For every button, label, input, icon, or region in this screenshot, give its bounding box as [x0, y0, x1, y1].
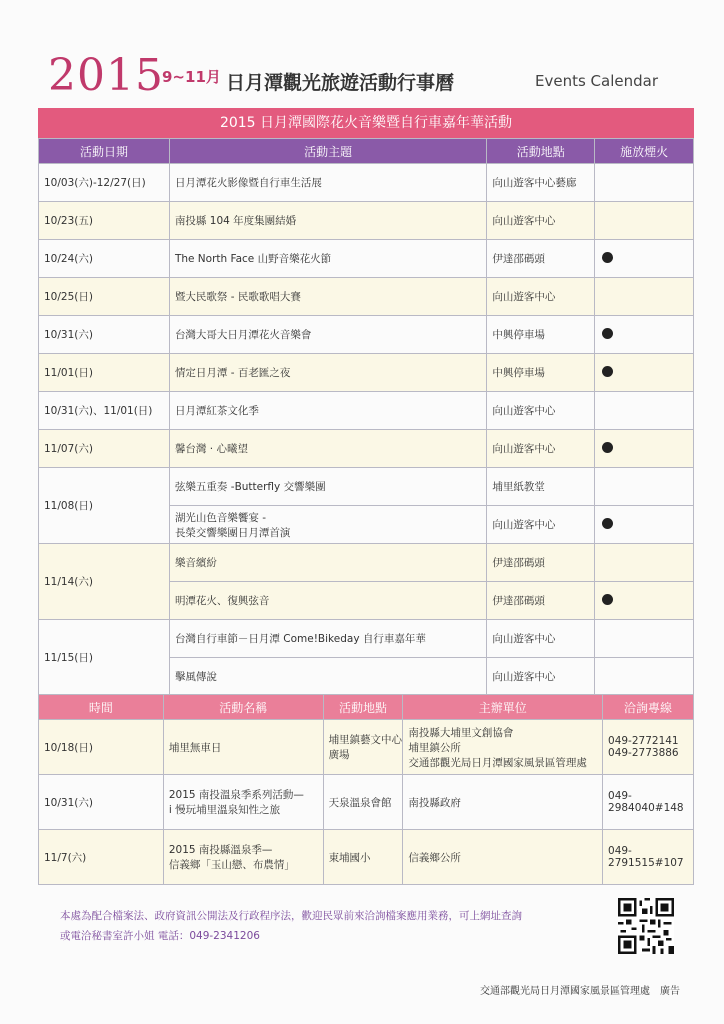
- event-fireworks: [595, 278, 694, 316]
- table-row: [39, 392, 694, 430]
- event-place: 伊達邵碼頭: [487, 240, 595, 278]
- table-row: [39, 316, 694, 354]
- table-row: [39, 240, 694, 278]
- fireworks-dot-icon: [602, 328, 613, 339]
- table-row: [39, 430, 694, 468]
- event-place: 向山遊客中心藝廊: [487, 164, 595, 202]
- event-place: 中興停車場: [487, 354, 595, 392]
- event-fireworks: [595, 354, 694, 392]
- table-row: [39, 720, 694, 775]
- event-date: 11/08(日): [39, 468, 170, 544]
- events-table: [38, 138, 694, 696]
- event-fireworks: [595, 620, 694, 658]
- table-row: [39, 775, 694, 830]
- header-months: 9~11月: [162, 68, 221, 86]
- org-name-line: 信義鄉「玉山戀、布農情」: [168, 859, 295, 871]
- event-place: 向山遊客中心: [487, 658, 595, 696]
- event-theme: 樂音繽紛: [169, 544, 486, 582]
- org-phone: 049-2791515#107: [603, 830, 694, 885]
- event-date: 10/23(五): [39, 202, 170, 240]
- event-place: 伊達邵碼頭: [487, 544, 595, 582]
- fireworks-dot-icon: [602, 252, 613, 263]
- org-time: 10/31(六): [39, 775, 164, 830]
- event-fireworks: [595, 392, 694, 430]
- event-place: 向山遊客中心: [487, 202, 595, 240]
- event-date: 11/07(六): [39, 430, 170, 468]
- table-row: [39, 830, 694, 885]
- page-title: 日月潭觀光旅遊活動行事曆: [226, 72, 455, 94]
- org-place: 天泉溫泉會館: [323, 775, 403, 830]
- event-theme: 暨大民歌祭 - 民歌歌唱大賽: [169, 278, 486, 316]
- org-organizer-line: 交通部觀光局日月潭國家風景區管理處: [408, 756, 587, 769]
- event-fireworks: [595, 582, 694, 620]
- event-theme: 南投縣 104 年度集團結婚: [169, 202, 486, 240]
- event-fireworks: [595, 658, 694, 696]
- event-theme: 日月潭花火影像暨自行車生活展: [169, 164, 486, 202]
- org-time: 11/7(六): [39, 830, 164, 885]
- event-theme: 弦樂五重奏 -Butterfly 交響樂團: [169, 468, 486, 506]
- footnote-line: 本處為配合檔案法、政府資訊公開法及行政程序法，歡迎民眾前來洽詢檔案應用業務，可上網址查詢: [60, 910, 522, 922]
- header-theme: 活動主題: [169, 139, 486, 164]
- event-theme-line: 長榮交響樂團日月潭首演: [174, 526, 291, 539]
- event-place: 埔里紙教堂: [487, 468, 595, 506]
- event-theme: 明潭花火、復興弦音: [169, 582, 486, 620]
- fireworks-dot-icon: [602, 518, 613, 529]
- table-row: [39, 278, 694, 316]
- events-header-row: [39, 139, 694, 164]
- event-theme: 日月潭紅茶文化季: [169, 392, 486, 430]
- fireworks-dot-icon: [602, 594, 613, 605]
- organizers-table: [38, 694, 694, 885]
- event-date: 10/03(六)-12/27(日): [39, 164, 170, 202]
- event-theme: [169, 506, 486, 544]
- event-date: 11/14(六): [39, 544, 170, 620]
- org-place: 東埔國小: [323, 830, 403, 885]
- org-phone: 049-2984040#148: [603, 775, 694, 830]
- org-name: [163, 830, 323, 885]
- org-organizer: 信義鄉公所: [403, 830, 603, 885]
- table-row: [39, 620, 694, 658]
- event-fireworks: [595, 544, 694, 582]
- header-phone: 洽詢專線: [603, 695, 694, 720]
- event-banner: 2015 日月潭國際花火音樂暨自行車嘉年華活動: [38, 108, 694, 138]
- table-row: [39, 354, 694, 392]
- header-organizer: 主辦單位: [403, 695, 603, 720]
- event-place: 向山遊客中心: [487, 392, 595, 430]
- header-place: 活動地點: [487, 139, 595, 164]
- orgs-header-row: [39, 695, 694, 720]
- table-row: [39, 468, 694, 506]
- org-name: [163, 720, 323, 775]
- org-name-line: 埔里無車日: [168, 741, 222, 754]
- header-date: 活動日期: [39, 139, 170, 164]
- event-theme: 擊風傳說: [169, 658, 486, 696]
- footnote: [60, 906, 580, 946]
- event-fireworks: [595, 468, 694, 506]
- event-place: 向山遊客中心: [487, 278, 595, 316]
- header-year: 2015: [48, 50, 164, 101]
- org-name-line: 2015 南投溫泉季系列活動—: [168, 789, 304, 801]
- org-phone: [603, 720, 694, 775]
- event-fireworks: [595, 316, 694, 354]
- event-date: 10/25(日): [39, 278, 170, 316]
- org-name-line: i 慢玩埔里溫泉知性之旅: [168, 804, 281, 816]
- org-name: [163, 775, 323, 830]
- event-fireworks: [595, 240, 694, 278]
- header-fireworks: 施放煙火: [595, 139, 694, 164]
- org-time: 10/18(日): [39, 720, 164, 775]
- event-place: 向山遊客中心: [487, 430, 595, 468]
- table-row: [39, 202, 694, 240]
- event-date: 11/15(日): [39, 620, 170, 696]
- event-theme: 情定日月潭 - 百老匯之夜: [169, 354, 486, 392]
- org-organizer-line: 南投縣大埔里文創協會: [408, 726, 514, 739]
- event-theme: 台灣自行車節－日月潭 Come!Bikeday 自行車嘉年華: [169, 620, 486, 658]
- event-theme-line: 湖光山色音樂饗宴 -: [174, 511, 267, 524]
- page-title-en: Events Calendar: [535, 72, 659, 90]
- org-organizer-line: 埔里鎮公所: [408, 741, 461, 754]
- event-fireworks: [595, 506, 694, 544]
- org-phone-line: 049-2773886: [608, 747, 679, 759]
- fireworks-dot-icon: [602, 442, 613, 453]
- event-date: 10/31(六): [39, 316, 170, 354]
- event-date: 10/31(六)、11/01(日): [39, 392, 170, 430]
- org-name-line: 2015 南投縣溫泉季—: [168, 844, 273, 856]
- org-organizer: 南投縣政府: [403, 775, 603, 830]
- fireworks-dot-icon: [602, 366, 613, 377]
- org-phone-line: 049-2772141: [608, 735, 679, 747]
- table-row: [39, 164, 694, 202]
- event-date: 11/01(日): [39, 354, 170, 392]
- event-fireworks: [595, 430, 694, 468]
- event-fireworks: [595, 202, 694, 240]
- event-date: 10/24(六): [39, 240, 170, 278]
- event-place: 向山遊客中心: [487, 620, 595, 658]
- org-place: 埔里鎮藝文中心廣場: [323, 720, 403, 775]
- events-rows: [39, 164, 694, 696]
- publisher-credit: 交通部觀光局日月潭國家風景區管理處 廣告: [480, 986, 680, 997]
- header-time: 時間: [39, 695, 164, 720]
- qr-code-icon[interactable]: [618, 898, 674, 954]
- header-place: 活動地點: [323, 695, 403, 720]
- event-place: 伊達邵碼頭: [487, 582, 595, 620]
- event-place: 向山遊客中心: [487, 506, 595, 544]
- event-theme: The North Face 山野音樂花火節: [169, 240, 486, 278]
- org-organizer: [403, 720, 603, 775]
- event-theme: 台灣大哥大日月潭花火音樂會: [169, 316, 486, 354]
- event-fireworks: [595, 164, 694, 202]
- table-row: [39, 544, 694, 582]
- footnote-line: 或電洽秘書室許小姐 電話：049-2341206: [60, 930, 260, 942]
- page-header: [48, 52, 688, 102]
- header-name: 活動名稱: [163, 695, 323, 720]
- event-place: 中興停車場: [487, 316, 595, 354]
- event-theme: 馨台灣 ‧ 心曦望: [169, 430, 486, 468]
